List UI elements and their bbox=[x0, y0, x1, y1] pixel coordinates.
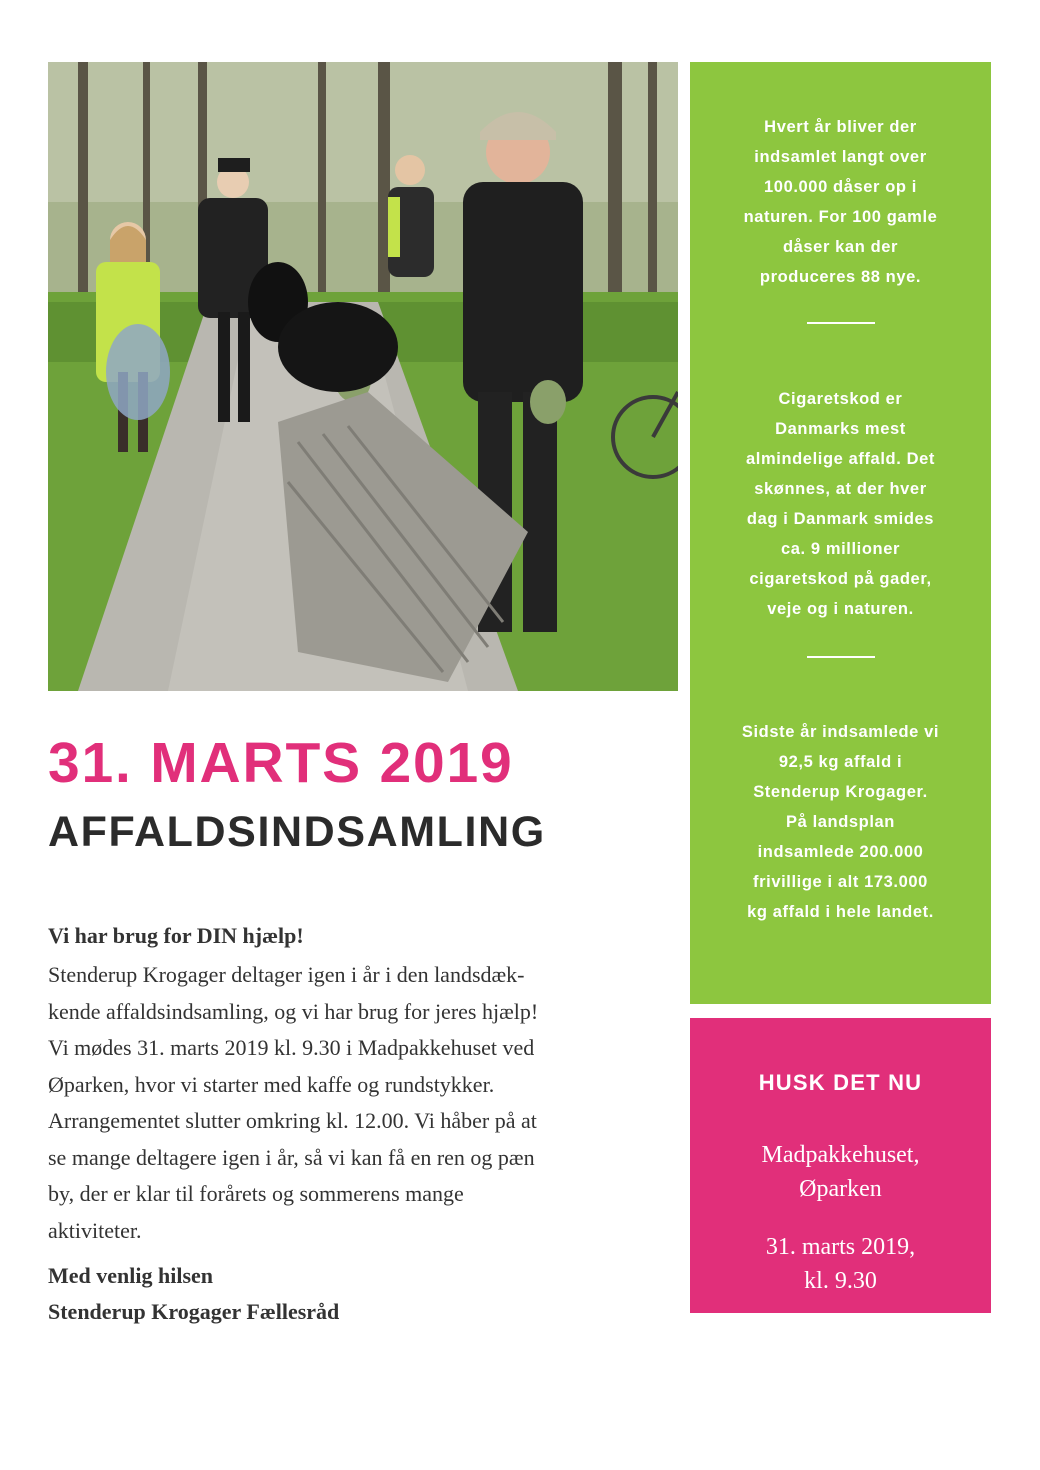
signoff-greeting: Med venlig hilsen bbox=[48, 1263, 214, 1288]
photo-illustration bbox=[48, 62, 678, 691]
facts-panel bbox=[690, 62, 991, 1004]
divider bbox=[807, 656, 875, 658]
divider bbox=[807, 322, 875, 324]
reminder-place: Madpakkehuset, Øparken bbox=[761, 1142, 920, 1202]
signoff-organization: Stenderup Krogager Fællesråd bbox=[48, 1299, 340, 1324]
reminder-datetime: 31. marts 2019, kl. 9.30 bbox=[765, 1234, 916, 1294]
body-paragraph: Stenderup Krogager deltager igen i år i den landsdæk- kende affaldsindsamling, og vi har brug for jeres hjælp! Vi mødes 31. marts 2019 kl. 9.30 i Madpakkehuset ved Øparken, hvor vi starter med kaffe og rundstykker. Arrangementet slutter omkring kl. 12.00. Vi håber på at se mange deltagere igen i år, så vi kan få en ren og pæn by, der er klar til forårets og sommerens mange aktiviteter. bbox=[48, 962, 539, 1243]
fact-cigarettes: Cigaretskod er Danmarks mest almindelige affald. Det skønnes, at der hver dag i Danmark smides ca. 9 millioner cigaretskod på gader, veje og i naturen. bbox=[746, 390, 935, 618]
event-photo bbox=[48, 62, 678, 691]
reminder-heading: HUSK DET NU bbox=[758, 1070, 923, 1095]
reminder-panel bbox=[690, 1018, 991, 1313]
event-date-title: 31. MARTS 2019 bbox=[48, 731, 514, 795]
fact-last-year: Sidste år indsamlede vi 92,5 kg affald i Stenderup Krogager. På landsplan indsamlede 200.000 frivillige i alt 173.000 kg affald i hele landet. bbox=[741, 723, 940, 921]
fact-cans: Hvert år bliver der indsamlet langt over 100.000 dåser op i naturen. For 100 gamle dåser kan der produceres 88 nye. bbox=[743, 118, 938, 286]
intro-heading: Vi har brug for DIN hjælp! bbox=[48, 923, 304, 948]
event-name-title: AFFALDSINDSAMLING bbox=[48, 808, 546, 856]
